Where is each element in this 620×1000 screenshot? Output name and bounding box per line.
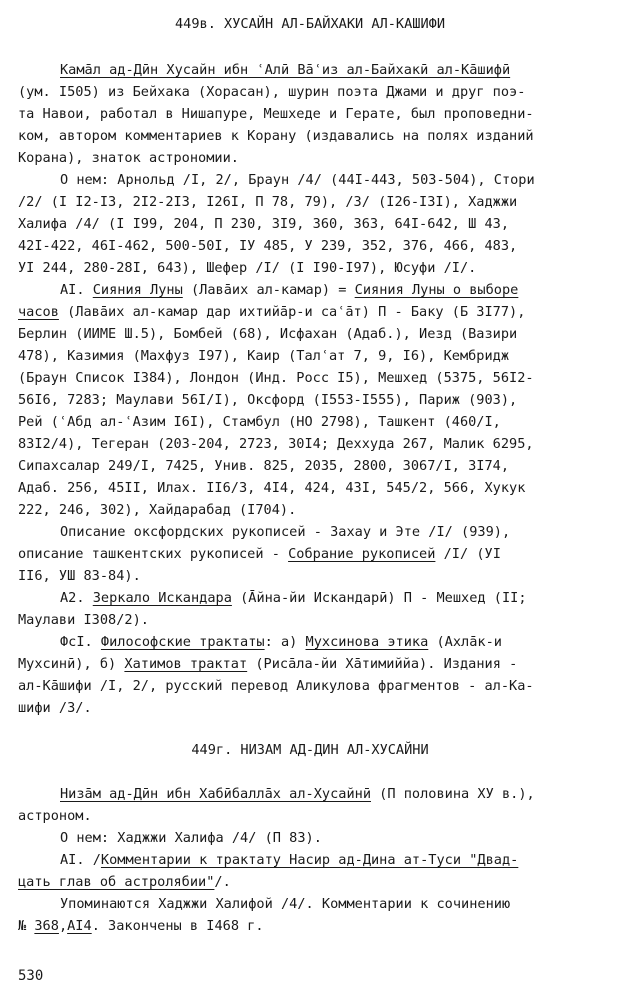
manuscript-line: (Браун Список I384), Лондон (Инд. Росс I5), Мешхед (5375, 56I2- <box>18 370 534 386</box>
work-title-underlined: Комментарии к трактату Насир ад-Дина ат-Туси "Двад- <box>100 852 519 868</box>
person-name-husaini: Низāм ад-Дӣн ибн Хабӣбаллāх ал-Хусайнӣ <box>60 786 371 802</box>
manuscript-line: 83I2/4), Тегеран (203-204, 2723, 30I4; Деххуда 267, Малик 6295, <box>18 436 534 452</box>
entry-text: , <box>58 918 68 934</box>
cross-reference: 368 <box>34 918 59 934</box>
entry-text: Мухсинӣ), б) <box>18 656 125 672</box>
manuscript-line: 222, 246, 302), Хайдарабад (I704). <box>18 502 297 518</box>
bio-line: (ум. I505) из Бейхака (Хорасан), шурин поэта Джами и друг поэ- <box>18 84 526 100</box>
work-title-underlined: Сияния Луны о выборе <box>354 282 519 298</box>
entry-text: (П половина ХУ в.), <box>371 786 535 802</box>
section-heading-449v: 449в. ХУСАЙН АЛ-БАЙХАКИ АЛ-КАШИФИ <box>174 16 446 32</box>
section-heading-449g: 449г. НИЗАМ АД-ДИН АЛ-ХУСАЙНИ <box>191 742 429 758</box>
mention-line: Упоминаются Хаджжи Халифой /4/. Комментарии к сочинению <box>60 896 511 912</box>
work-entry-fs1-cont: шифи /3/. <box>18 700 92 716</box>
bio-line: ком, автором комментариев к Корану (издавались на полях изданий <box>18 128 534 144</box>
manuscript-line: Адаб. 256, 45II, Илах. II6/3, 4I4, 424, 43I, 545/2, 566, Хукук <box>18 480 526 496</box>
references-line: О нем: Хаджжи Халифа /4/ (П 83). <box>60 830 322 846</box>
entry-code: ФсI. <box>60 634 101 650</box>
references-line: О нем: Арнольд /I, 2/, Браун /4/ (44I-443, 503-504), Стори <box>60 172 535 188</box>
entry-text: : а) <box>264 634 306 650</box>
work-entry-a1 <box>60 854 518 868</box>
references-line: УI 244, 280-28I, 643), Шефер /I/ (I I90-I97), Юсуфи /I/. <box>18 260 477 276</box>
work-entry-a1-cont <box>18 876 231 890</box>
manuscript-line: 478), Казимия (Махфуз I97), Каир (Талʿат 7, 9, I6), Кембридж <box>18 348 510 364</box>
description-line: Описание оксфордских рукописей - Захау и Эте /I/ (939), <box>60 524 511 540</box>
work-entry-a2-cont: Маулави I308/2). <box>18 612 149 628</box>
bio-line: астроном. <box>18 808 92 824</box>
references-line: 42I-422, 46I-462, 500-50I, IУ 485, У 239, 352, 376, 466, 483, <box>18 238 518 254</box>
bio-line: та Навои, работал в Нишапуре, Мешхеде и Герате, был проповедни- <box>18 106 534 122</box>
cross-reference: AI4 <box>67 918 92 934</box>
work-entry-a1-cont <box>18 306 525 320</box>
page-number: 530 <box>18 968 44 984</box>
entry-code: AI. <box>60 282 93 298</box>
entry-code: AI. / <box>60 852 101 868</box>
work-title-underlined: Философские трактаты <box>100 634 265 650</box>
manuscript-line: Рей (ʿАбд ал-ʿАзим I6I), Стамбул (НО 2798), Ташкент (460/I, <box>18 414 501 430</box>
manuscript-line: Сипахсалар 249/I, 7425, Унив. 825, 2035, 2800, 3067/I, 3I74, <box>18 458 510 474</box>
work-entry-fs1 <box>60 636 502 650</box>
references-line: Халифа /4/ (I I99, 204, П 230, 3I9, 360, 363, 64I-642, Ш 43, <box>18 216 510 232</box>
entry-text: (Ахлāк-и <box>428 634 502 650</box>
work-entry-a1 <box>60 284 518 298</box>
work-entry-a2 <box>60 592 527 606</box>
person-name-kashifi: Камāл ад-Дӣн Хусайн ибн ʿАлӣ Вāʿиз ал-Байхакӣ ал-Кāшифӣ <box>60 62 511 78</box>
work-title-underlined: Мухсинова этика <box>305 634 429 650</box>
manuscript-line: 56I6, 7283; Маулави 56I/I), Оксфорд (I553-I555), Париж (903), <box>18 392 518 408</box>
work-entry-fs1-cont <box>18 658 517 672</box>
work-title-underlined: Собрание рукописей <box>288 546 436 562</box>
work-entry-fs1-cont: ал-Кāшифи /I, 2/, русский перевод Аликулова фрагментов - ал-Ка- <box>18 678 534 694</box>
description-line: II6, УШ 83-84). <box>18 568 141 584</box>
entry-text: (Лавāих ал-камар) = <box>182 282 355 298</box>
entry-text: . Закончены в I468 г. <box>91 918 264 934</box>
entry-code: A2. <box>60 590 93 606</box>
work-title-underlined: Хатимов трактат <box>124 656 248 672</box>
entry-text: № <box>18 918 35 934</box>
work-title-underlined: Зеркало Искандара <box>92 590 232 606</box>
bio-line: Корана), знаток астрономии. <box>18 150 239 166</box>
manuscript-line: Берлин (ИИМЕ Ш.5), Бомбей (68), Исфахан (Адаб.), Иезд (Вазири <box>18 326 518 342</box>
description-line <box>18 548 501 562</box>
references-line: /2/ (I I2-I3, 2I2-2I3, I26I, П 78, 79), /3/ (I26-I3I), Хаджжи <box>18 194 518 210</box>
entry-text: (Рисāла-йи Хāтимиййа). Издания - <box>247 656 518 672</box>
work-title-underlined: часов <box>18 304 59 320</box>
person-line-husaini <box>60 788 535 802</box>
entry-text: (Лавāих ал-камар дар ихтийāр-и саʿāт) П - Баку (Б 3I77), <box>58 304 526 320</box>
entry-text: описание ташкентских рукописей - <box>18 546 289 562</box>
work-title-underlined: Сияния Луны <box>92 282 183 298</box>
mention-line <box>18 920 264 934</box>
work-title-underlined: цать глав об астролябии" <box>18 874 215 890</box>
entry-text: (Āйна-йи Искандарӣ) П - Мешхед (II; <box>231 590 527 606</box>
entry-text: /I/ (УI <box>435 546 501 562</box>
entry-text: /. <box>214 874 231 890</box>
